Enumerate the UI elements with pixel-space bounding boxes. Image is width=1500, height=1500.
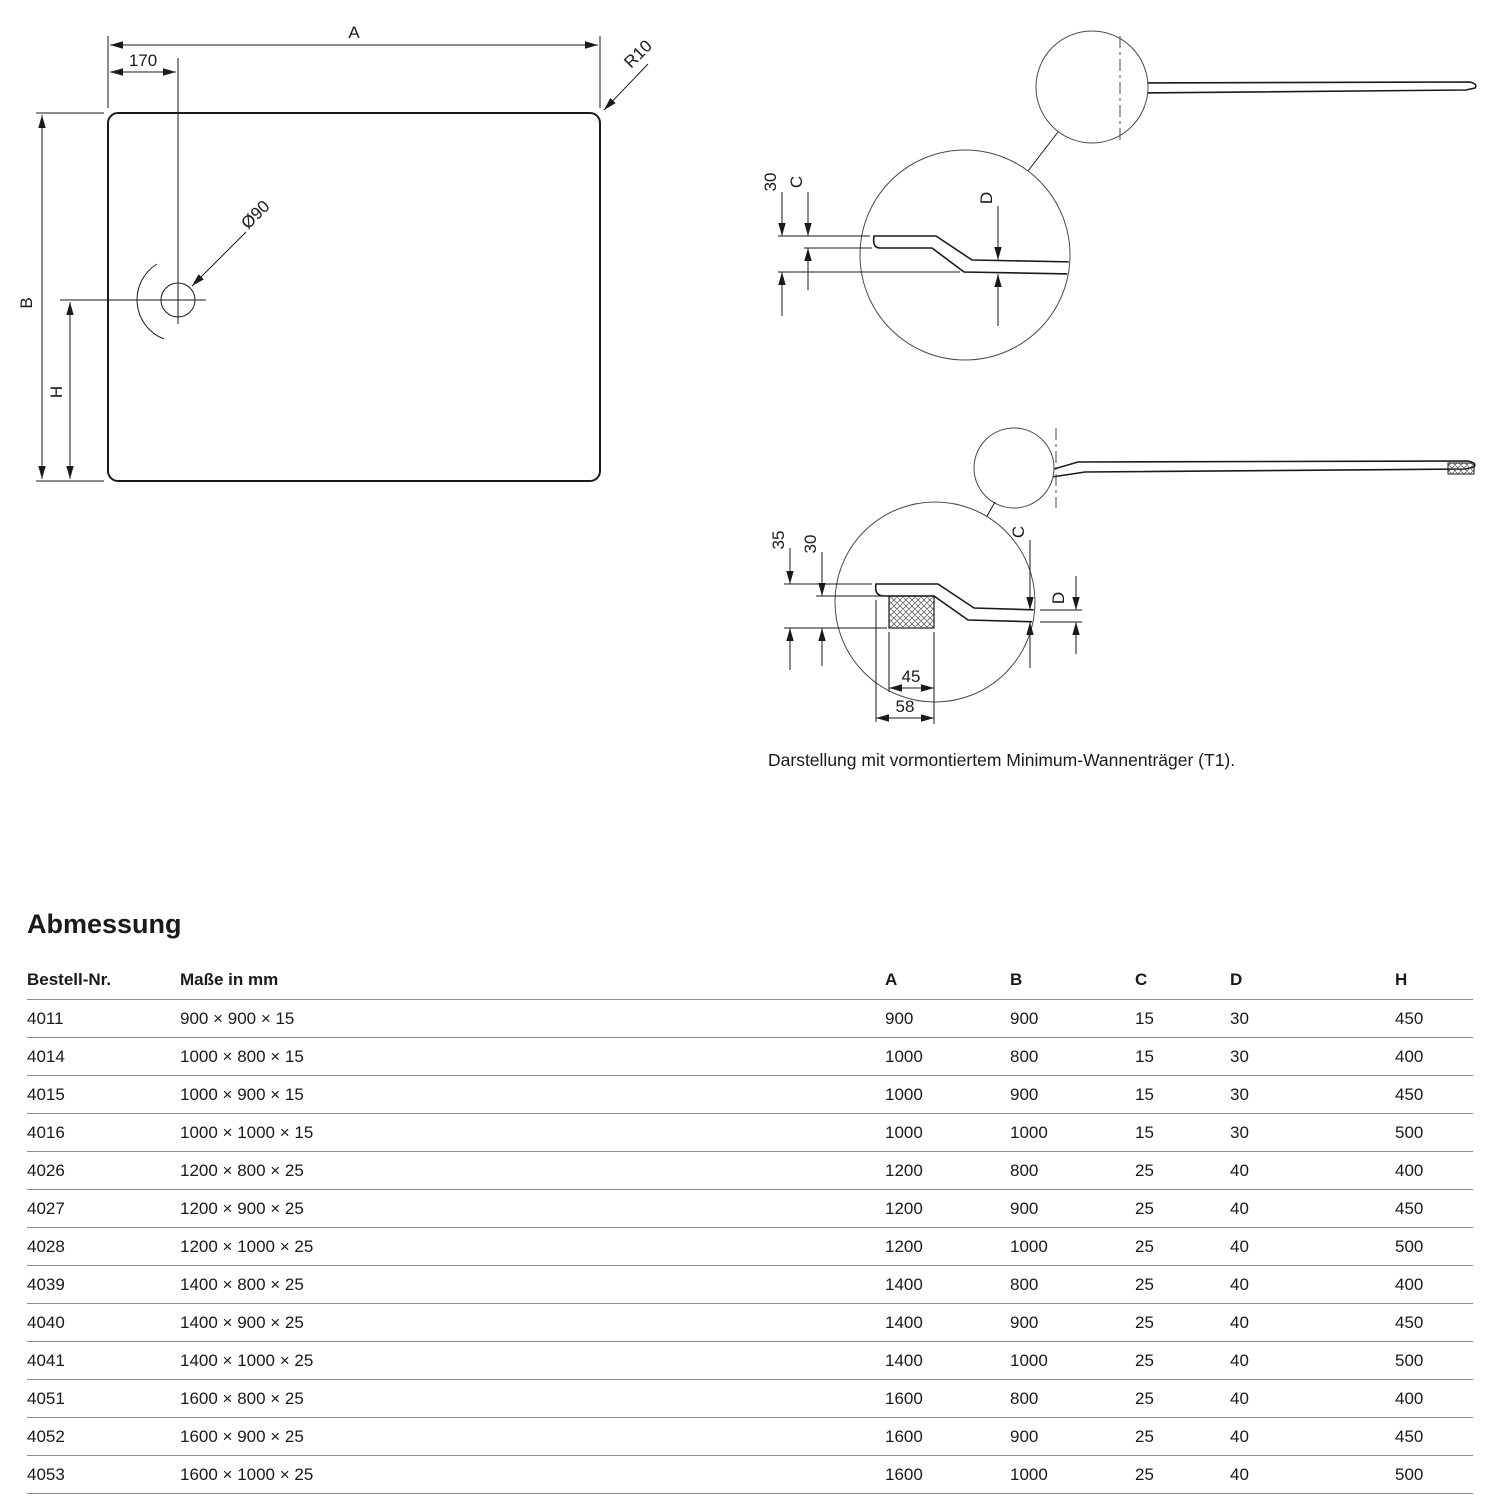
cell-h: 400	[1395, 1152, 1473, 1190]
dimensions-table	[27, 960, 1473, 1494]
cell-masse: 1600 × 1000 × 25	[180, 1456, 885, 1494]
detail-connector	[987, 502, 995, 516]
header-masse: Maße in mm	[180, 960, 885, 1000]
table-row	[27, 1000, 1473, 1038]
cell-d: 30	[1230, 1000, 1395, 1038]
label-dim-a: A	[348, 23, 360, 42]
cell-b: 800	[1010, 1266, 1135, 1304]
detail-marker-circle	[1036, 31, 1148, 143]
cell-masse: 1000 × 1000 × 15	[180, 1114, 885, 1152]
cell-masse: 1000 × 900 × 15	[180, 1076, 885, 1114]
cell-h: 450	[1395, 1304, 1473, 1342]
cell-d: 40	[1230, 1152, 1395, 1190]
cell-bestell-nr: 4027	[27, 1190, 180, 1228]
cell-d: 30	[1230, 1038, 1395, 1076]
magnified-support-block	[889, 596, 934, 628]
detail-marker-circle	[974, 428, 1054, 508]
cell-b: 900	[1010, 1000, 1135, 1038]
cell-masse: 1000 × 800 × 15	[180, 1038, 885, 1076]
cell-a: 1600	[885, 1456, 1010, 1494]
cell-d: 40	[1230, 1418, 1395, 1456]
cell-d: 40	[1230, 1190, 1395, 1228]
cell-d: 40	[1230, 1456, 1395, 1494]
cell-a: 1000	[885, 1114, 1010, 1152]
table-row	[27, 1304, 1473, 1342]
cell-c: 25	[1135, 1152, 1230, 1190]
cell-a: 1200	[885, 1152, 1010, 1190]
cell-h: 450	[1395, 1000, 1473, 1038]
cell-h: 450	[1395, 1076, 1473, 1114]
label-dim-radius: R10	[620, 36, 656, 72]
cell-bestell-nr: 4041	[27, 1342, 180, 1380]
cell-b: 900	[1010, 1190, 1135, 1228]
cell-b: 900	[1010, 1418, 1135, 1456]
label-dim-35: 35	[769, 530, 788, 550]
cell-c: 25	[1135, 1380, 1230, 1418]
leader-radius	[604, 64, 648, 110]
cell-h: 400	[1395, 1038, 1473, 1076]
cell-c: 25	[1135, 1304, 1230, 1342]
cell-h: 500	[1395, 1456, 1473, 1494]
cell-d: 40	[1230, 1266, 1395, 1304]
label-dim-45: 45	[901, 667, 921, 686]
support-block-right	[1448, 463, 1474, 474]
header-b: B	[1010, 960, 1135, 1000]
cell-h: 500	[1395, 1228, 1473, 1266]
detail-connector	[1028, 132, 1058, 171]
tray-profile	[994, 458, 1475, 477]
cell-b: 800	[1010, 1038, 1135, 1076]
cell-d: 40	[1230, 1380, 1395, 1418]
cell-a: 1200	[885, 1228, 1010, 1266]
label-dim-58: 58	[895, 697, 915, 716]
cell-h: 450	[1395, 1418, 1473, 1456]
cell-a: 1200	[885, 1190, 1010, 1228]
cell-d: 30	[1230, 1114, 1395, 1152]
cell-masse: 1400 × 800 × 25	[180, 1266, 885, 1304]
cell-b: 900	[1010, 1304, 1135, 1342]
table-row	[27, 1418, 1473, 1456]
cell-h: 450	[1395, 1190, 1473, 1228]
cell-c: 15	[1135, 1114, 1230, 1152]
cell-d: 30	[1230, 1076, 1395, 1114]
cell-a: 1400	[885, 1304, 1010, 1342]
label-dim-c: C	[787, 175, 806, 189]
cell-a: 1600	[885, 1418, 1010, 1456]
cell-masse: 1400 × 900 × 25	[180, 1304, 885, 1342]
side-section-with-support-view	[769, 428, 1475, 724]
header-h: H	[1395, 960, 1473, 1000]
cell-b: 1000	[1010, 1114, 1135, 1152]
table-row	[27, 1114, 1473, 1152]
cell-bestell-nr: 4014	[27, 1038, 180, 1076]
cell-masse: 1400 × 1000 × 25	[180, 1342, 885, 1380]
detail-zoom-circle	[835, 502, 1035, 702]
cell-b: 1000	[1010, 1456, 1135, 1494]
tray-outline	[108, 113, 600, 481]
plan-view	[17, 23, 656, 481]
label-dim-h: H	[47, 385, 66, 399]
header-c: C	[1135, 960, 1230, 1000]
cell-c: 15	[1135, 1038, 1230, 1076]
table-header-row	[27, 960, 1473, 1000]
dimensions-table-body	[27, 1000, 1473, 1494]
cell-bestell-nr: 4053	[27, 1456, 180, 1494]
table-row	[27, 1342, 1473, 1380]
label-dim-drain: Ø90	[237, 196, 274, 233]
cell-bestell-nr: 4040	[27, 1304, 180, 1342]
cell-c: 15	[1135, 1076, 1230, 1114]
header-d: D	[1230, 960, 1395, 1000]
side-section-view	[761, 31, 1476, 360]
cell-d: 40	[1230, 1228, 1395, 1266]
label-dim-30: 30	[801, 534, 820, 554]
cell-bestell-nr: 4039	[27, 1266, 180, 1304]
cell-c: 25	[1135, 1266, 1230, 1304]
cell-c: 25	[1135, 1228, 1230, 1266]
cell-b: 1000	[1010, 1228, 1135, 1266]
cell-a: 1400	[885, 1342, 1010, 1380]
cell-h: 400	[1395, 1380, 1473, 1418]
label-dim-c: C	[1009, 525, 1028, 539]
cell-bestell-nr: 4026	[27, 1152, 180, 1190]
drawing-caption: Darstellung mit vormontiertem Minimum-Wannenträger (T1).	[768, 750, 1236, 770]
cell-a: 1000	[885, 1076, 1010, 1114]
label-dim-30: 30	[761, 172, 780, 192]
cell-a: 1000	[885, 1038, 1010, 1076]
cell-c: 25	[1135, 1342, 1230, 1380]
cell-bestell-nr: 4015	[27, 1076, 180, 1114]
label-dim-d: D	[977, 191, 996, 205]
cell-masse: 1600 × 900 × 25	[180, 1418, 885, 1456]
cell-a: 1600	[885, 1380, 1010, 1418]
cell-h: 500	[1395, 1114, 1473, 1152]
table-title: Abmessung	[27, 909, 182, 939]
table-row	[27, 1266, 1473, 1304]
cell-bestell-nr: 4051	[27, 1380, 180, 1418]
cell-b: 800	[1010, 1380, 1135, 1418]
cell-bestell-nr: 4028	[27, 1228, 180, 1266]
label-dim-b: B	[17, 297, 36, 309]
cell-d: 40	[1230, 1304, 1395, 1342]
cell-b: 800	[1010, 1152, 1135, 1190]
table-row	[27, 1038, 1473, 1076]
cell-h: 500	[1395, 1342, 1473, 1380]
table-row	[27, 1380, 1473, 1418]
cell-c: 25	[1135, 1418, 1230, 1456]
cell-b: 1000	[1010, 1342, 1135, 1380]
header-a: A	[885, 960, 1010, 1000]
cell-c: 25	[1135, 1456, 1230, 1494]
table-row	[27, 1228, 1473, 1266]
cell-masse: 1600 × 800 × 25	[180, 1380, 885, 1418]
cell-a: 1400	[885, 1266, 1010, 1304]
table-row	[27, 1152, 1473, 1190]
cell-masse: 1200 × 1000 × 25	[180, 1228, 885, 1266]
cell-masse: 900 × 900 × 15	[180, 1000, 885, 1038]
cell-d: 40	[1230, 1342, 1395, 1380]
table-row	[27, 1076, 1473, 1114]
cell-h: 400	[1395, 1266, 1473, 1304]
cell-masse: 1200 × 800 × 25	[180, 1152, 885, 1190]
cell-a: 900	[885, 1000, 1010, 1038]
table-row	[27, 1456, 1473, 1494]
table-row	[27, 1190, 1473, 1228]
cell-bestell-nr: 4016	[27, 1114, 180, 1152]
cell-bestell-nr: 4052	[27, 1418, 180, 1456]
cell-b: 900	[1010, 1076, 1135, 1114]
label-dim-170: 170	[128, 51, 158, 70]
cell-c: 25	[1135, 1190, 1230, 1228]
cell-bestell-nr: 4011	[27, 1000, 180, 1038]
header-bestell-nr: Bestell-Nr.	[27, 960, 180, 1000]
label-dim-d: D	[1049, 591, 1068, 605]
cell-masse: 1200 × 900 × 25	[180, 1190, 885, 1228]
cell-c: 15	[1135, 1000, 1230, 1038]
